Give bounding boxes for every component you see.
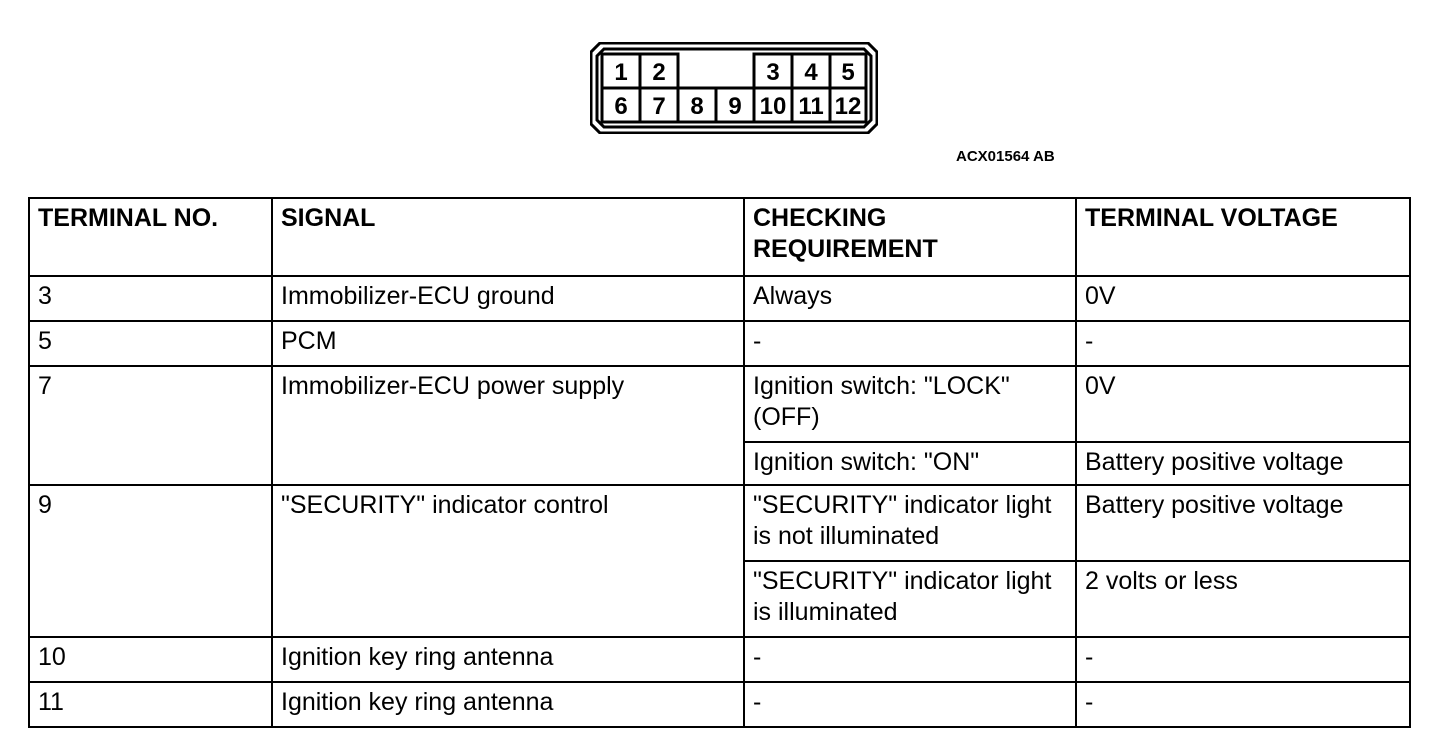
connector-pin-1: 1 xyxy=(614,59,628,86)
table-row xyxy=(29,682,1410,727)
voltage-cell: - xyxy=(1076,682,1410,727)
connector-pin-11: 11 xyxy=(798,93,824,120)
signal-cell: Immobilizer-ECU ground xyxy=(272,276,744,321)
connector-pin-10: 10 xyxy=(759,93,787,120)
signal-cell: PCM xyxy=(272,321,744,366)
requirement-cell: - xyxy=(744,637,1076,682)
voltage-cell: 0V xyxy=(1076,366,1410,442)
signal-cell: "SECURITY" indicator control xyxy=(272,485,744,637)
terminal-cell: 3 xyxy=(29,276,272,321)
terminal-cell: 11 xyxy=(29,682,272,727)
header-checking-requirement: CHECKING REQUIREMENT xyxy=(744,198,1076,276)
requirement-cell: Ignition switch: "LOCK" (OFF) xyxy=(744,366,1076,442)
signal-cell: Ignition key ring antenna xyxy=(272,682,744,727)
table-row xyxy=(29,366,1410,442)
voltage-cell: 2 volts or less xyxy=(1076,561,1410,637)
voltage-cell: - xyxy=(1076,637,1410,682)
requirement-cell: - xyxy=(744,321,1076,366)
terminal-cell: 5 xyxy=(29,321,272,366)
table-row xyxy=(29,321,1410,366)
connector-pin-3: 3 xyxy=(766,59,780,86)
requirement-cell: Always xyxy=(744,276,1076,321)
connector-pin-5: 5 xyxy=(841,59,855,86)
connector-pin-4: 4 xyxy=(804,59,818,86)
connector-pin-7: 7 xyxy=(652,93,666,120)
requirement-cell: "SECURITY" indicator light is not illuminated xyxy=(744,485,1076,561)
connector-pin-9: 9 xyxy=(728,93,742,120)
signal-cell: Immobilizer-ECU power supply xyxy=(272,366,744,485)
terminal-cell: 7 xyxy=(29,366,272,485)
header-terminal-no: TERMINAL NO. xyxy=(29,198,272,276)
terminal-cell: 10 xyxy=(29,637,272,682)
requirement-cell: - xyxy=(744,682,1076,727)
signal-cell: Ignition key ring antenna xyxy=(272,637,744,682)
figure-code: ACX01564 AB xyxy=(956,148,1055,165)
voltage-cell: - xyxy=(1076,321,1410,366)
table-row xyxy=(29,637,1410,682)
table-row xyxy=(29,276,1410,321)
header-signal: SIGNAL xyxy=(272,198,744,276)
terminal-voltage-table xyxy=(28,197,1411,728)
requirement-cell: "SECURITY" indicator light is illuminated xyxy=(744,561,1076,637)
header-terminal-voltage: TERMINAL VOLTAGE xyxy=(1076,198,1410,276)
requirement-cell: Ignition switch: "ON" xyxy=(744,442,1076,485)
connector-pin-6: 6 xyxy=(614,93,628,120)
voltage-cell: Battery positive voltage xyxy=(1076,442,1410,485)
connector-diagram xyxy=(590,42,878,134)
connector-pin-2: 2 xyxy=(652,59,666,86)
voltage-cell: Battery positive voltage xyxy=(1076,485,1410,561)
table-row xyxy=(29,485,1410,561)
voltage-cell: 0V xyxy=(1076,276,1410,321)
connector-outline xyxy=(590,42,878,134)
table-header-row xyxy=(29,198,1410,276)
terminal-cell: 9 xyxy=(29,485,272,637)
connector-pin-12: 12 xyxy=(834,93,862,120)
connector-pin-8: 8 xyxy=(690,93,704,120)
